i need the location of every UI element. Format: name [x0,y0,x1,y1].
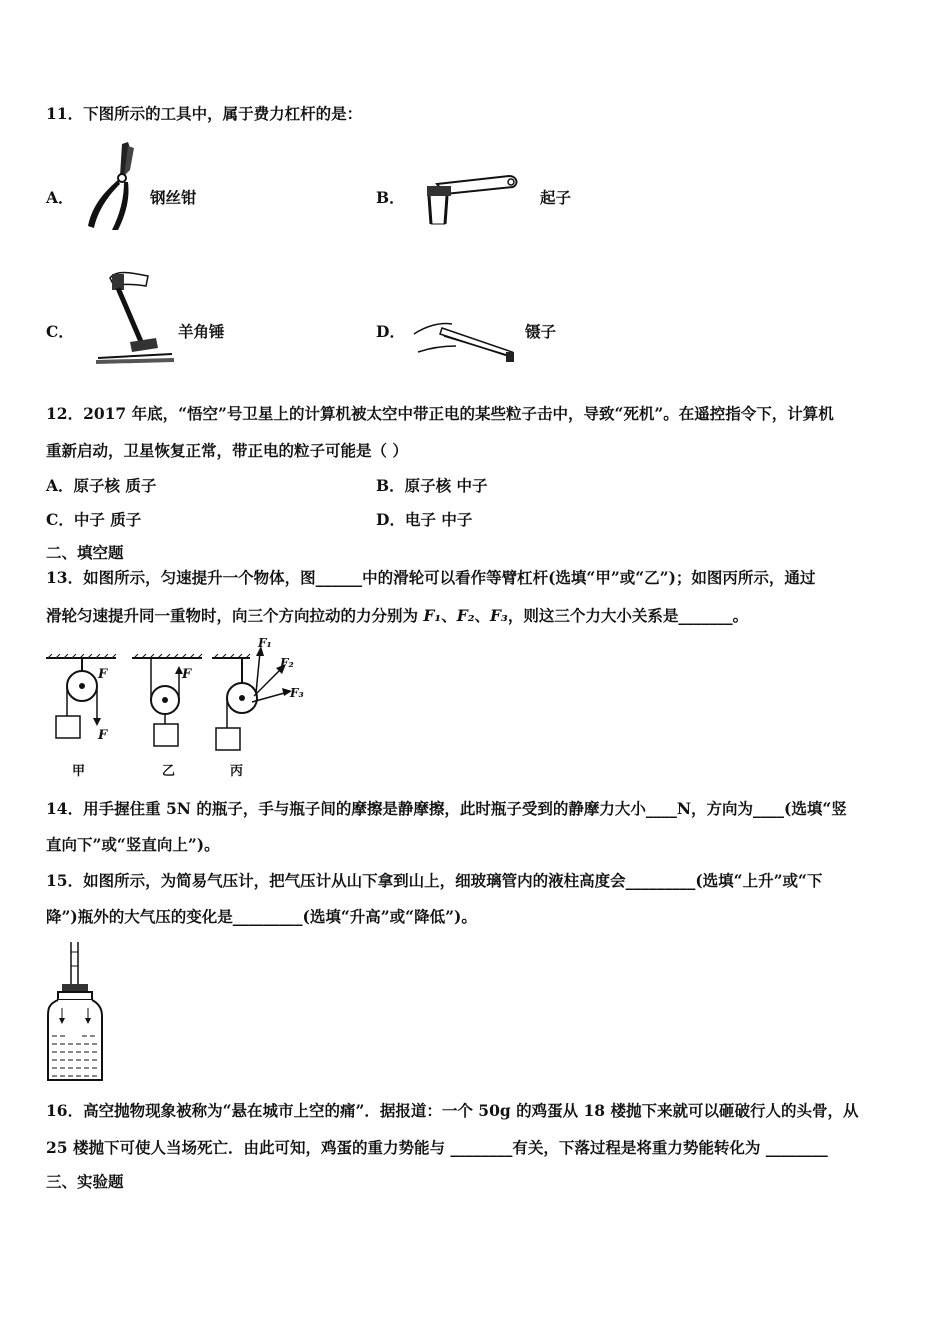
q12-option-b: B．原子核 中子 [376,476,488,495]
bing-f2-label: F₂ [280,656,294,670]
q15-line-2: 降”)瓶外的大气压的变化是_________(选填“升高”或“降低”)。 [46,907,477,926]
bottle-opener-icon [425,170,523,226]
q13-f3: F₃ [490,606,508,625]
q13-line-2 [46,606,748,626]
pulley-yi-figure [132,654,202,746]
section-2-heading: 二、填空题 [46,543,124,562]
q12-line-1: 12．2017 年底，“悟空”号卫星上的计算机被太空中带正电的某些粒子击中，导致“死机”。在遥控指令下，计算机 [46,404,834,423]
pliers-icon [82,140,144,232]
q12-option-c: C．中子 质子 [46,510,142,529]
jia-force-label: F [98,728,108,743]
claw-hammer-icon [96,266,174,364]
yi-force-label: F [98,667,108,682]
q13-line-1: 13．如图所示，匀速提升一个物体，图______中的滑轮可以看作等臂杠杆(选填“甲”或“乙”)；如图丙所示，通过 [46,568,816,587]
q12-option-a: A．原子核 质子 [46,476,157,495]
fig-label-bing: 丙 [230,764,244,779]
bing-f1-label: F₁ [258,636,272,650]
q14-line-2: 直向下”或“竖直向上”)。 [46,835,220,854]
q11-option-d-label: 镊子 [525,322,557,341]
q11-option-c-label: 羊角锤 [178,322,225,341]
q13-f2: F₂ [456,606,475,625]
q11-option-c-key: C． [46,322,74,341]
q11-option-d-key: D． [376,322,405,341]
q12-line-2: 重新启动，卫星恢复正常，带正电的粒子可能是（ ） [46,441,408,460]
q13-sep-2: 、 [474,606,491,625]
tweezers-icon [412,312,520,368]
fig-label-yi: 乙 [162,764,176,779]
q15-line-1: 15．如图所示，为简易气压计，把气压计从山下拿到山上，细玻璃管内的液柱高度会_________(选填“上升”或“下 [46,871,823,890]
jia-force-label-top: F [182,667,192,682]
q13-f1: F₁ [423,606,442,625]
q13-line-2-start: 滑轮匀速提升同一重物时，向三个方向拉动的力分别为 [46,606,424,625]
q11-stem: 11．下图所示的工具中，属于费力杠杆的是： [46,104,363,123]
q11-option-a-key: A． [46,188,74,207]
q13-sep-1: 、 [441,606,457,625]
section-3-heading: 三、实验题 [46,1172,124,1191]
q11-option-b-label: 起子 [540,188,572,207]
q16-line-1: 16．高空抛物现象被称为“悬在城市上空的痛”．据报道：一个 50g 的鸡蛋从 18 楼抛下来就可以砸破行人的头骨，从 [46,1101,859,1120]
q16-line-2: 25 楼抛下可使人当场死亡．由此可知，鸡蛋的重力势能与 ________有关，下落过程是将重力势能转化为 ________ [46,1138,828,1157]
q11-option-a-label: 钢丝钳 [150,188,197,207]
fig-label-jia: 甲 [72,764,86,779]
q13-line-2-end: ，则这三个力大小关系是_______。 [507,606,749,625]
q12-option-d: D．电子 中子 [376,510,473,529]
barometer-bottle-figure [44,940,108,1086]
bing-f3-label: F₃ [290,686,304,700]
q11-option-b-key: B． [376,188,405,207]
q14-line-1: 14．用手握住重 5N 的瓶子，手与瓶子间的摩擦是静摩擦，此时瓶子受到的静摩力大小____N，方向为____(选填“竖 [46,799,847,818]
